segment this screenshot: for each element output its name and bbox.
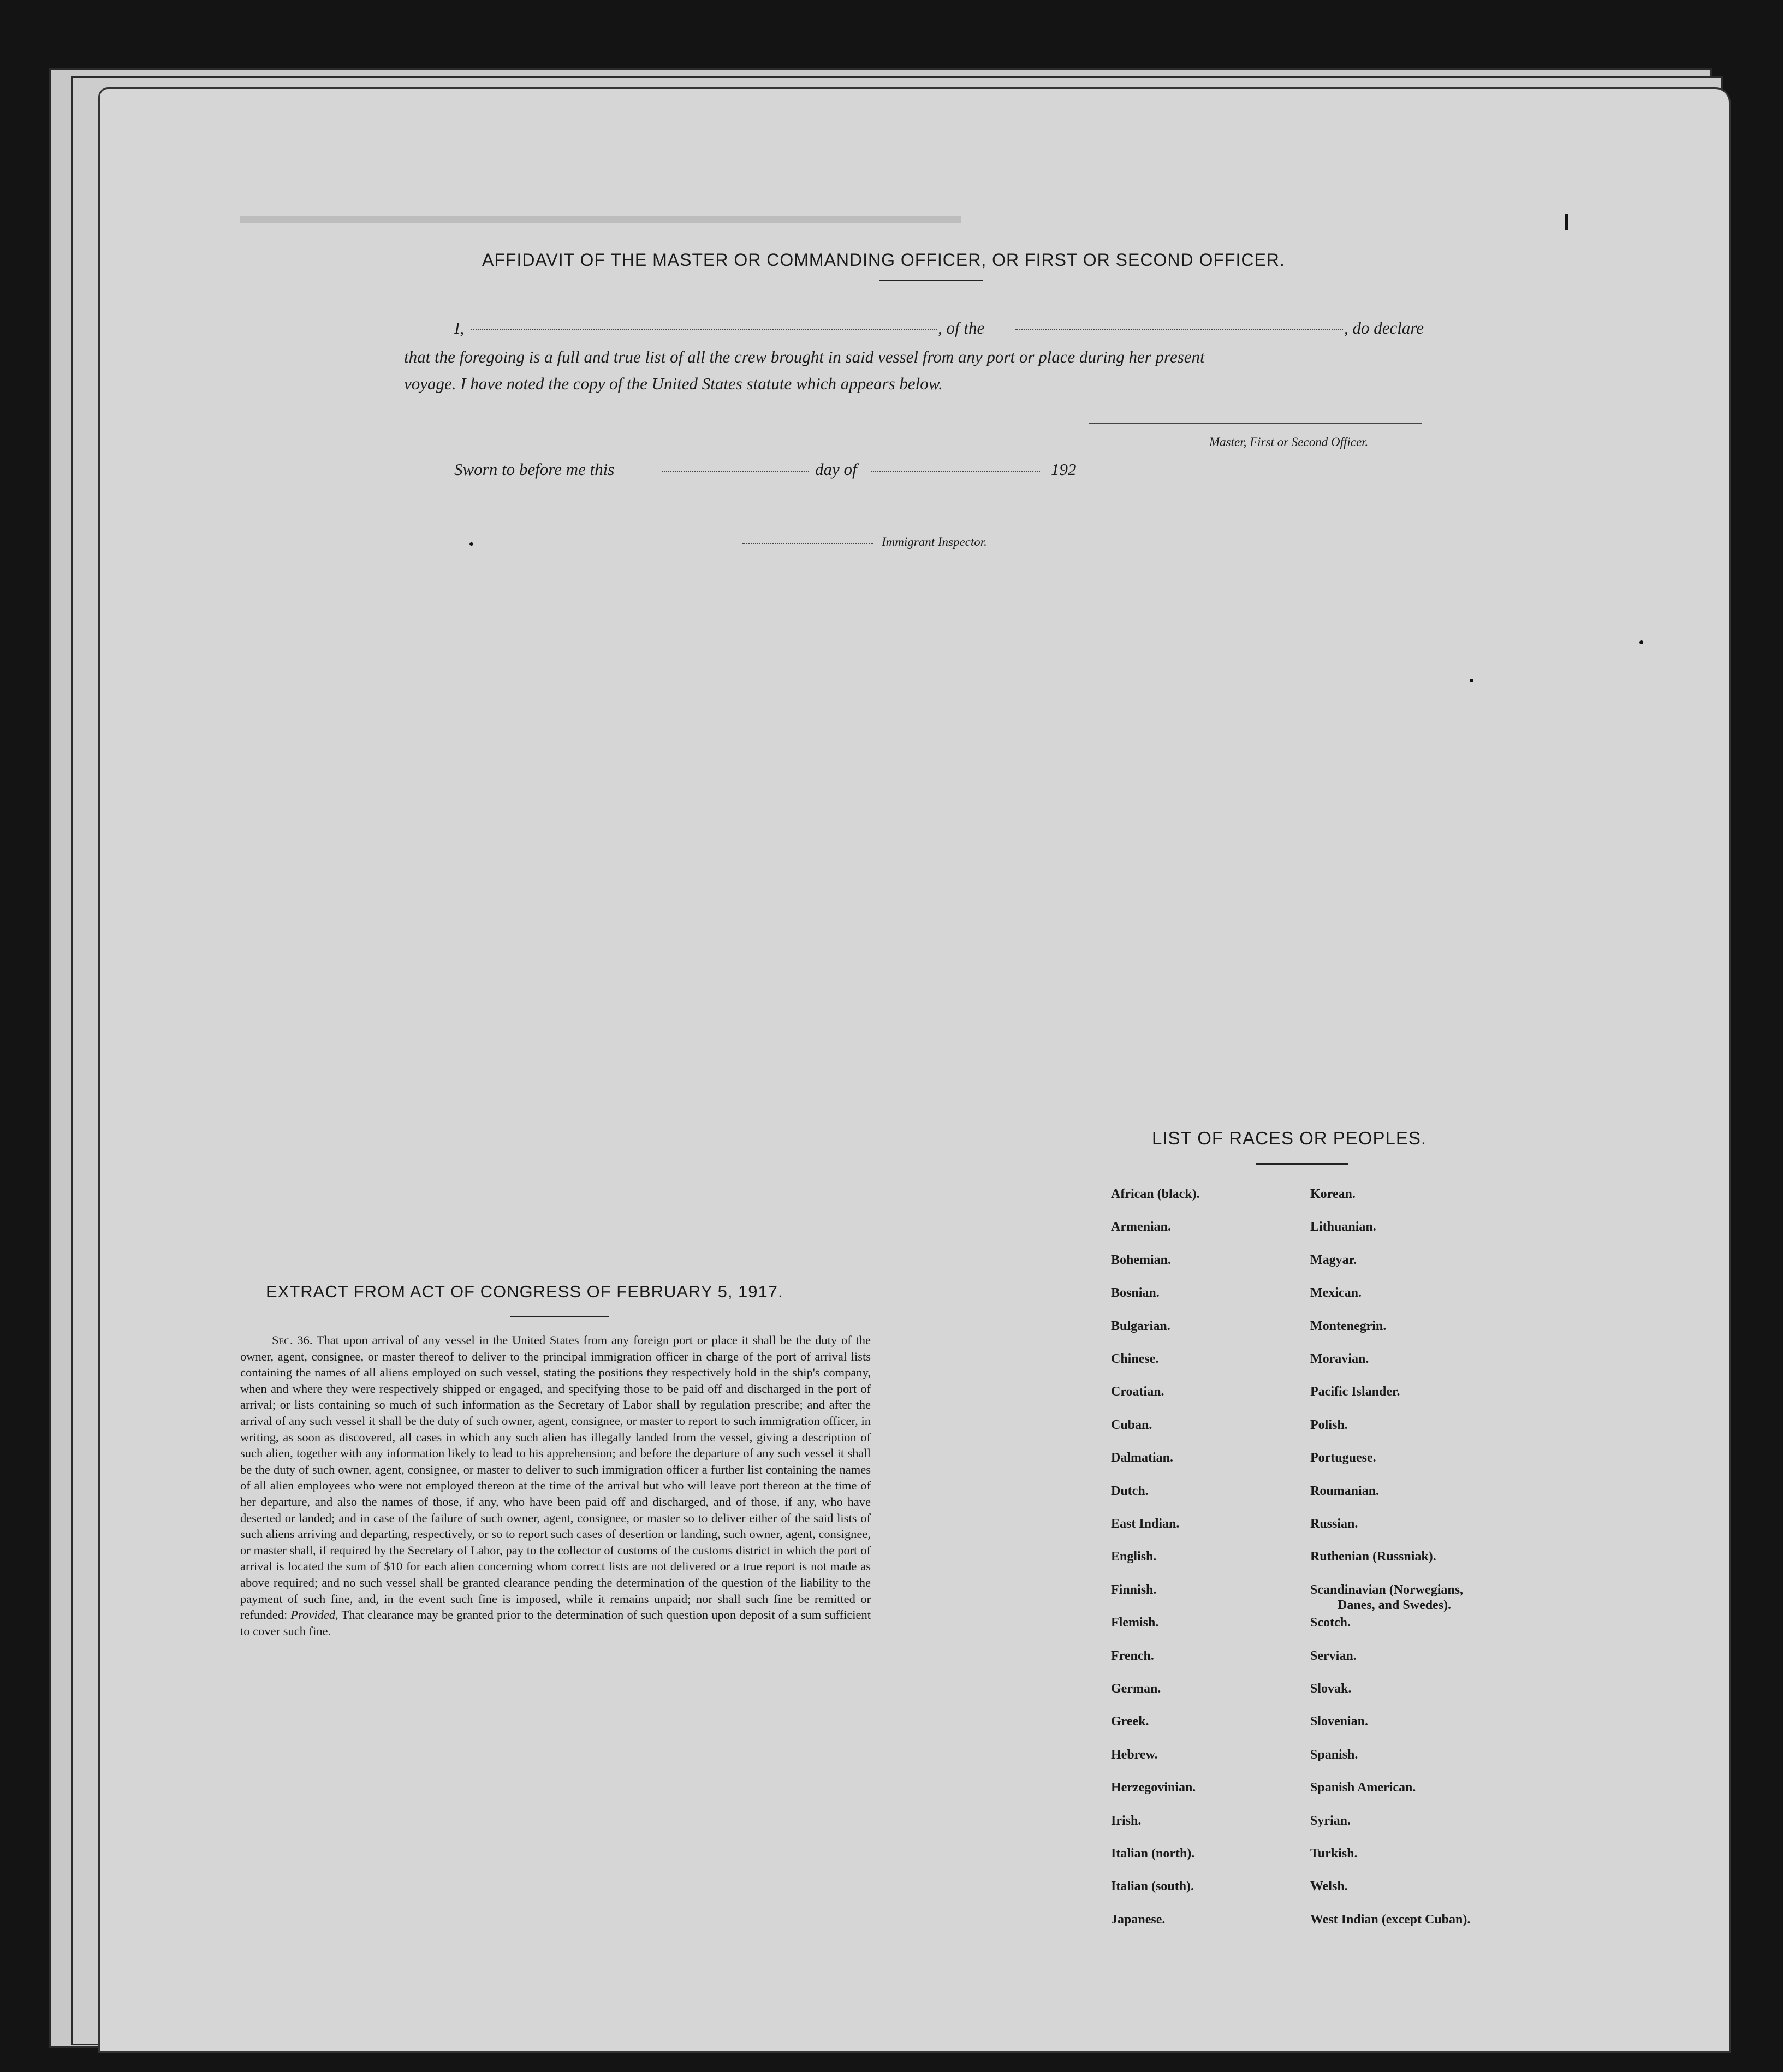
race-item: Greek.: [1111, 1714, 1149, 1729]
race-item: Servian.: [1310, 1648, 1357, 1663]
race-item: Cuban.: [1111, 1417, 1152, 1432]
race-item: Bosnian.: [1111, 1286, 1160, 1301]
race-item: Welsh.: [1310, 1879, 1348, 1894]
race-item: German.: [1111, 1682, 1161, 1696]
race-item: Polish.: [1310, 1417, 1348, 1432]
ink-mark: [1565, 214, 1568, 230]
inspector-dotted-line: [742, 543, 873, 544]
title-underline: [879, 280, 983, 281]
race-item: Armenian.: [1111, 1220, 1171, 1234]
month-blank[interactable]: [871, 471, 1040, 472]
races-underline: [1256, 1163, 1348, 1165]
race-item: Lithuanian.: [1310, 1220, 1376, 1234]
race-item: Korean.: [1310, 1187, 1356, 1201]
ink-speck: [1639, 640, 1643, 644]
race-item: Portuguese.: [1310, 1451, 1376, 1465]
race-item: Chinese.: [1111, 1352, 1159, 1366]
sworn-start: Sworn to before me this: [454, 460, 615, 479]
extract-underline: [510, 1316, 609, 1317]
race-item: Bulgarian.: [1111, 1319, 1170, 1333]
race-item: Italian (north).: [1111, 1847, 1195, 1861]
race-item: Ruthenian (Russniak).: [1310, 1549, 1436, 1564]
race-item: Italian (south).: [1111, 1879, 1194, 1894]
race-item: Roumanian.: [1310, 1483, 1380, 1498]
affidavit-line3: voyage. I have noted the copy of the United States statute which appears below.: [404, 374, 943, 393]
race-item: English.: [1111, 1549, 1157, 1564]
race-item: Spanish.: [1310, 1747, 1358, 1762]
race-item: Dutch.: [1111, 1483, 1149, 1498]
race-item: Scandinavian (Norwegians,: [1310, 1582, 1464, 1597]
race-item: Russian.: [1310, 1517, 1358, 1531]
race-item: Mexican.: [1310, 1286, 1362, 1301]
races-title: LIST OF RACES OR PEOPLES.: [1152, 1128, 1427, 1148]
race-item: West Indian (except Cuban).: [1310, 1912, 1471, 1927]
provided-word: Provided,: [290, 1608, 338, 1622]
race-item: Herzegovinian.: [1111, 1780, 1196, 1795]
affidavit-title: AFFIDAVIT OF THE MASTER OR COMMANDING OFFICER, OR FIRST OR SECOND OFFICER.: [482, 250, 1285, 270]
ink-speck: [1470, 679, 1473, 682]
day-blank[interactable]: [662, 471, 809, 472]
affidavit-line1-end: , do declare: [1344, 318, 1424, 337]
sworn-year: 192: [1051, 460, 1077, 479]
extract-text-part2: That clearance may be granted prior to the determination of such question upon deposit of a sum sufficient to cover such fine.: [240, 1608, 871, 1638]
race-item: African (black).: [1111, 1187, 1200, 1201]
race-item: Hebrew.: [1111, 1747, 1158, 1762]
name-blank[interactable]: [471, 329, 937, 330]
race-item: French.: [1111, 1648, 1154, 1663]
race-item: East Indian.: [1111, 1517, 1180, 1531]
race-item: Dalmatian.: [1111, 1451, 1173, 1465]
race-item: Slovak.: [1310, 1682, 1352, 1696]
race-item: Croatian.: [1111, 1385, 1164, 1399]
race-item: Turkish.: [1310, 1847, 1358, 1861]
master-signature-label: Master, First or Second Officer.: [1209, 435, 1369, 449]
race-item: Slovenian.: [1310, 1714, 1369, 1729]
race-item: Spanish American.: [1310, 1780, 1416, 1795]
inspector-label: Immigrant Inspector.: [882, 535, 987, 549]
bleed-through-mark: ▬▬▬▬▬▬▬▬▬▬▬▬▬▬▬▬▬▬▬▬▬▬▬▬▬▬▬▬▬▬: [240, 202, 961, 229]
section-label: Sec. 36.: [272, 1333, 313, 1347]
race-item: Syrian.: [1310, 1813, 1351, 1828]
extract-title: EXTRACT FROM ACT OF CONGRESS OF FEBRUARY 5, 1917.: [266, 1282, 783, 1301]
ink-speck: [469, 542, 473, 546]
affidavit-line1-mid: , of the: [938, 318, 985, 337]
vessel-blank[interactable]: [1015, 329, 1343, 330]
race-item: Irish.: [1111, 1813, 1142, 1828]
race-item: Flemish.: [1111, 1616, 1159, 1630]
race-item: Scotch.: [1310, 1616, 1351, 1630]
master-signature-line[interactable]: [1089, 423, 1422, 424]
race-item: Bohemian.: [1111, 1252, 1172, 1267]
race-item: Japanese.: [1111, 1912, 1166, 1927]
affidavit-line1-start: I,: [454, 318, 465, 337]
race-item: Montenegrin.: [1310, 1319, 1387, 1333]
race-item: Moravian.: [1310, 1352, 1369, 1366]
race-item: Magyar.: [1310, 1252, 1357, 1267]
affidavit-line2: that the foregoing is a full and true list of all the crew brought in said vessel from any port or place during her present: [404, 347, 1205, 366]
race-item: Danes, and Swedes).: [1338, 1598, 1452, 1612]
race-item: Finnish.: [1111, 1582, 1157, 1597]
extract-text-part1: That upon arrival of any vessel in the United States from any foreign port or place it shall be the duty of the owner, agent, consignee, or master thereof to deliver to the principal immigration officer in charge of the port of arrival lists containing the names of all aliens employed on such vessel, stating the positions they respectively hold in the ship's company, when and where they were respectively shipped or engaged, and specifying those to be paid off and discharged in the port of arrival; or lists containing so much of such information as the Secretary of Labor shall by regulation prescribe; and after the arrival of any such vessel it shall be the duty of such owner, agent, consignee, or master to report to such immigration officer, in writing, as soon as discovered, all cases in which any such alien has illegally landed from the vessel, giving a description of such alien, together with any information likely to lead to his apprehension; and before the departure of any such vessel it shall be the duty of such owner, agent, consignee, or master to deliver to such immigration officer a further list containing the names of all alien employees who were not employed thereon at the time of the arrival but who will leave port thereon at the time of her departure, and also the names of those, if any, who have been paid off and discharged, and of those, if any, who have deserted or landed; and in case of the failure of such owner, agent, consignee, or master so to deliver either of the said lists of such aliens arriving and departing, respectively, or so to report such cases of desertion or landing, such owner, agent, consignee, or master shall, if required by the Secretary of Labor, pay to the collector of customs of the customs district in which the port of arrival is located the sum of $10 for each alien concerning whom correct lists are not delivered or a true report is not made as above required; and no such vessel shall be granted clearance pending the determination of the question of the liability to the payment of such fine, and, in the event such fine is imposed, while it remains unpaid; nor shall such fine be remitted or refunded:: [240, 1333, 871, 1622]
sworn-mid: day of: [815, 460, 857, 479]
extract-body: [240, 1332, 871, 1639]
race-item: Pacific Islander.: [1310, 1385, 1400, 1399]
